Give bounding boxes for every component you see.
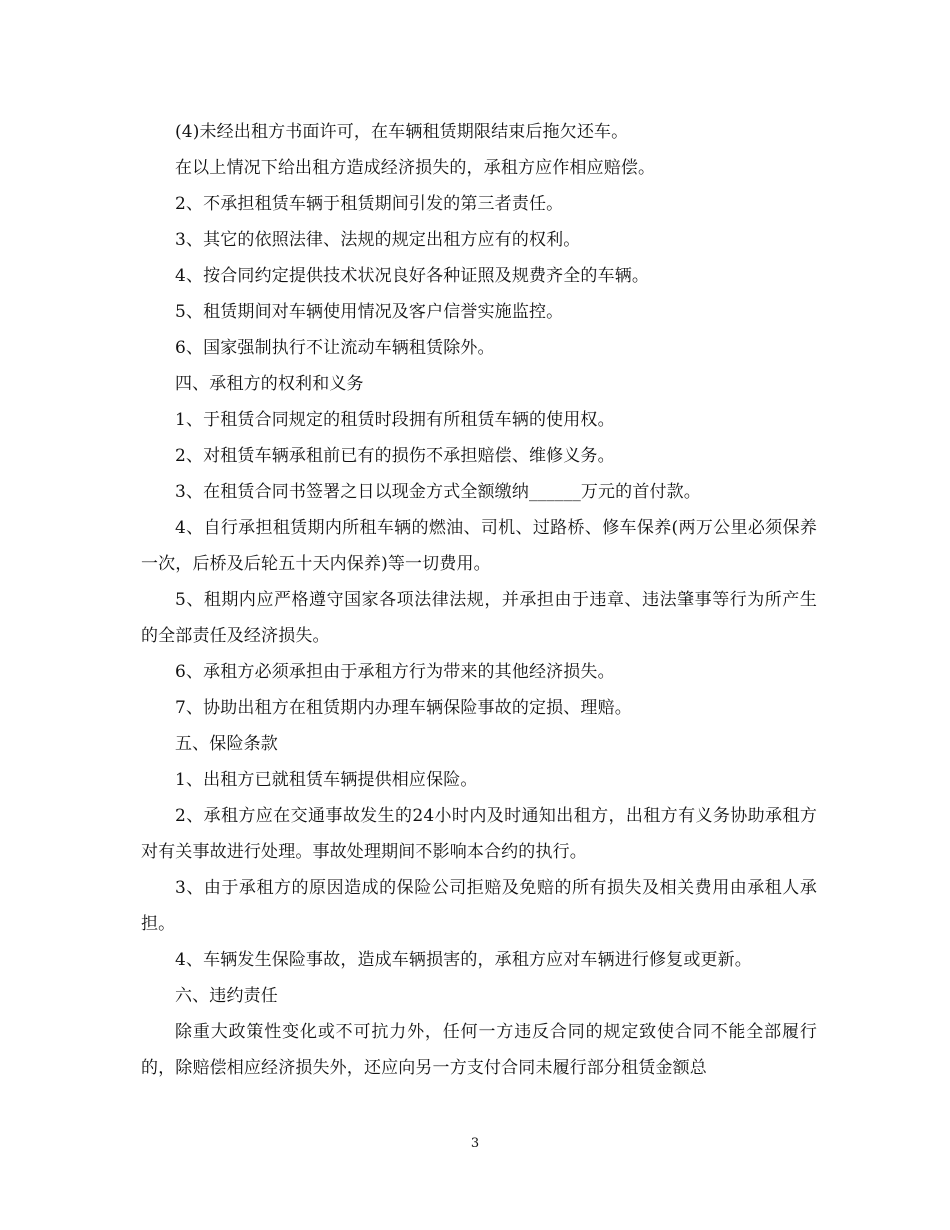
paragraph: 2、对租赁车辆承租前已有的损伤不承担赔偿、维修义务。 xyxy=(175,446,615,466)
paragraph: (4)未经出租方书面许可，在车辆租赁期限结束后拖欠还车。 xyxy=(175,122,629,142)
paragraph: 3、在租赁合同书签署之日以现金方式全额缴纳______万元的首付款。 xyxy=(175,482,701,502)
section-heading: 四、承租方的权利和义务 xyxy=(175,374,364,394)
paragraph: 2、承租方应在交通事故发生的24小时内及时通知出租方，出租方有义务协助承租方对有关事故进行处理。事故处理期间不影响本合约的执行。 xyxy=(141,806,817,862)
paragraph: 2、不承担租赁车辆于租赁期间引发的第三者责任。 xyxy=(175,194,564,214)
paragraph: 1、出租方已就租赁车辆提供相应保险。 xyxy=(175,770,478,790)
paragraph: 5、租期内应严格遵守国家各项法律法规，并承担由于违章、违法肇事等行为所产生的全部责任及经济损失。 xyxy=(141,590,817,646)
paragraph: 除重大政策性变化或不可抗力外，任何一方违反合同的规定致使合同不能全部履行的，除赔偿相应经济损失外，还应向另一方支付合同未履行部分租赁金额总 xyxy=(141,1022,817,1078)
paragraph: 7、协助出租方在租赁期内办理车辆保险事故的定损、理赔。 xyxy=(175,698,632,718)
paragraph: 6、国家强制执行不让流动车辆租赁除外。 xyxy=(175,338,495,358)
page-number: 3 xyxy=(470,1136,480,1151)
paragraph: 在以上情况下给出租方造成经济损失的，承租方应作相应赔偿。 xyxy=(175,158,656,178)
paragraph: 4、按合同约定提供技术状况良好各种证照及规费齐全的车辆。 xyxy=(175,266,650,286)
paragraph: 5、租赁期间对车辆使用情况及客户信誉实施监控。 xyxy=(175,302,564,322)
paragraph: 1、于租赁合同规定的租赁时段拥有所租赁车辆的使用权。 xyxy=(175,410,615,430)
document-body xyxy=(141,114,817,1086)
section-heading: 六、违约责任 xyxy=(175,986,278,1006)
paragraph: 3、由于承租方的原因造成的保险公司拒赔及免赔的所有损失及相关费用由承租人承担。 xyxy=(141,878,817,934)
section-heading: 五、保险条款 xyxy=(175,734,278,754)
paragraph: 3、其它的依照法律、法规的规定出租方应有的权利。 xyxy=(175,230,581,250)
paragraph: 4、自行承担租赁期内所租车辆的燃油、司机、过路桥、修车保养(两万公里必须保养一次，后桥及后轮五十天内保养)等一切费用。 xyxy=(141,518,817,574)
paragraph: 4、车辆发生保险事故，造成车辆损害的，承租方应对车辆进行修复或更新。 xyxy=(175,950,752,970)
paragraph: 6、承租方必须承担由于承租方行为带来的其他经济损失。 xyxy=(175,662,615,682)
